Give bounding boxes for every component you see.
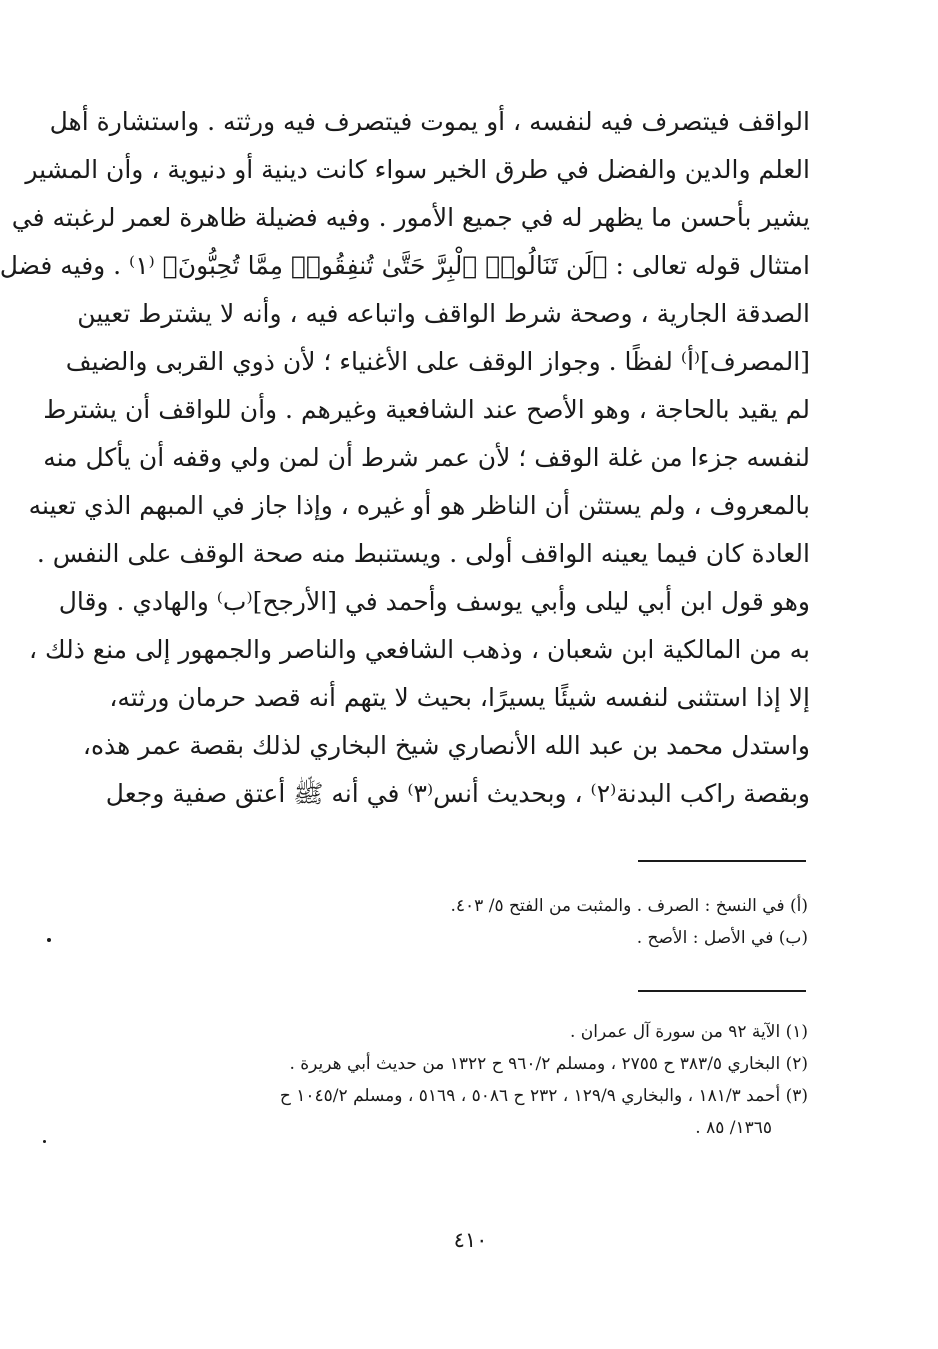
- source-footnotes: [118, 1016, 808, 1144]
- main-text-line: واستدل محمد بن عبد الله الأنصاري شيخ البخاري لذلك بقصة عمر هذه،: [82, 731, 810, 760]
- variant-note: (أ) في النسخ : الصرف . والمثبت من الفتح ٥/ ٤٠٣.: [450, 896, 808, 916]
- main-text-line: [المصرف]⁽أ⁾ لفظًا . وجواز الوقف على الأغنياء ؛ لأن ذوي القربى والضيف: [65, 347, 810, 376]
- main-text-line: به من المالكية ابن شعبان ، وذهب الشافعي والناصر والجمهور إلى منع ذلك ،: [29, 635, 810, 664]
- main-text-line: لم يقيد بالحاجة ، وهو الأصح عند الشافعية وغيرهم . وأن للواقف أن يشترط: [43, 395, 810, 424]
- main-text-line: وبقصة راكب البدنة⁽٢⁾ ، وبحديث أنس⁽٣⁾ في أنه ﷺ أعتق صفية وجعل: [105, 779, 810, 808]
- page-number: ٤١٠: [453, 1228, 488, 1252]
- footnote: (١) الآية ٩٢ من سورة آل عمران .: [569, 1022, 808, 1042]
- main-text-line: وهو قول ابن أبي ليلى وأبي يوسف وأحمد في [الأرجح]⁽ب⁾ والهادي . وقال: [58, 587, 810, 616]
- footnote: (٢) البخاري ٣٨٣/٥ ح ٢٧٥٥ ، ومسلم ٩٦٠/٢ ح ١٣٢٢ من حديث أبي هريرة .: [289, 1054, 808, 1074]
- main-text-line: بالمعروف ، ولم يستثن أن الناظر هو أو غيره ، وإذا جاز في المبهم الذي تعينه: [28, 491, 810, 520]
- main-text-line: إلا إذا استثنى لنفسه شيئًا يسيرًا، بحيث لا يتهم أنه قصد حرمان ورثته،: [109, 683, 810, 712]
- footnotes-separator: [638, 990, 806, 992]
- scan-speck: [43, 1140, 46, 1143]
- main-text-line: العادة كان فيما يعينه الواقف أولى . ويستنبط منه صحة الوقف على النفس .: [36, 539, 810, 568]
- footnote: (٣) أحمد ١٨١/٣ ، والبخاري ١٢٩/٩ ، ٢٣٢ ح ٥٠٨٦ ، ٥١٦٩ ، ومسلم ١٠٤٥/٢ ح: [279, 1086, 808, 1106]
- main-text-line: الصدقة الجارية ، وصحة شرط الواقف واتباعه فيه ، وأنه لا يشترط تعيين: [77, 299, 810, 328]
- main-text-line: العلم والدين والفضل في طرق الخير سواء كانت دينية أو دنيوية ، وأن المشير: [25, 155, 810, 184]
- main-text-line: الواقف فيتصرف فيه لنفسه ، أو يموت فيتصرف فيه ورثته . واستشارة أهل: [49, 107, 810, 136]
- scan-speck: [47, 938, 51, 942]
- variant-notes-separator: [638, 860, 806, 862]
- main-text-body: [0, 98, 810, 818]
- footnote-continuation: ١٣٦٥/ ٨٥ .: [695, 1118, 772, 1138]
- variant-notes: [118, 890, 808, 954]
- variant-note: (ب) في الأصل : الأصح .: [636, 928, 808, 948]
- main-text-line: لنفسه جزءا من غلة الوقف ؛ لأن عمر شرط أن لمن ولي وقفه أن يأكل منه: [43, 443, 810, 472]
- main-text-line: امتثال قوله تعالى : ﴿لَن تَنَالُوا۟ ٱلْبِرَّ حَتَّىٰ تُنفِقُوا۟ مِمَّا تُحِبُّونَ﴾ ⁽١⁾ . وفيه فضل: [0, 251, 810, 280]
- main-text-line: يشير بأحسن ما يظهر له في جميع الأمور . وفيه فضيلة ظاهرة لعمر لرغبته في: [11, 203, 810, 232]
